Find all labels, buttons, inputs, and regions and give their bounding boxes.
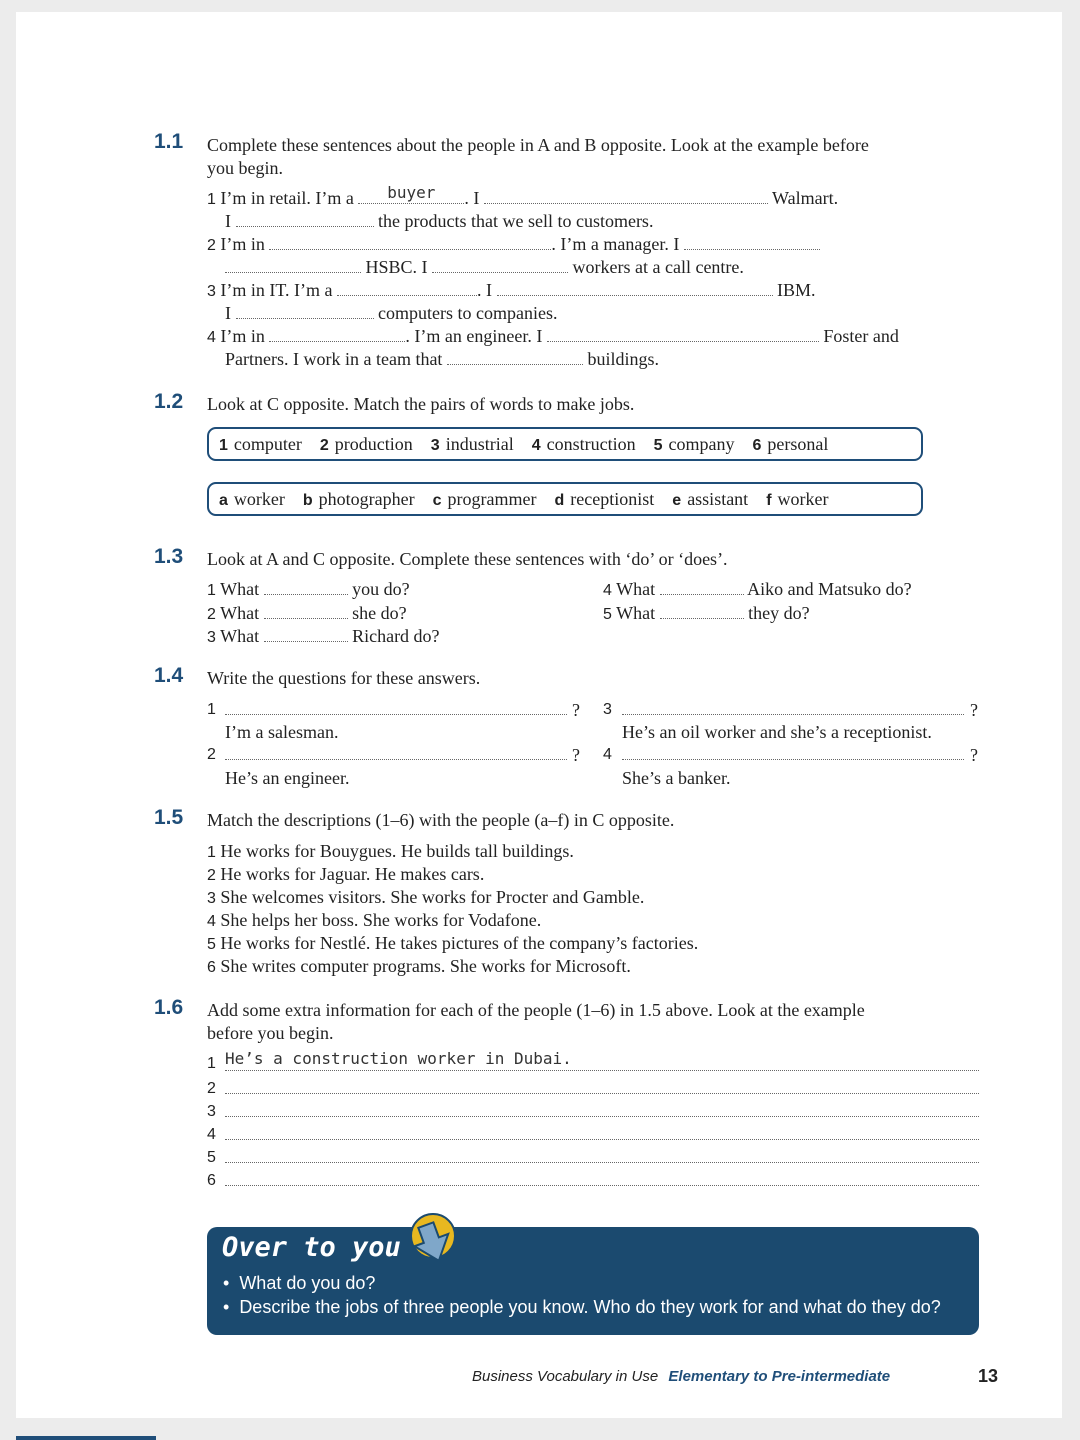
answer-blank[interactable] (264, 625, 348, 642)
answer-blank[interactable] (547, 325, 819, 342)
sentence-text: Foster and (823, 326, 899, 346)
exercise-1-1-line-8 (225, 348, 659, 370)
answer-blank[interactable] (236, 302, 374, 319)
over-bullet-1: • What do you do? (223, 1273, 375, 1294)
item-number: 1 (207, 701, 216, 718)
sentence-text: I’m in (220, 326, 265, 346)
exercise-1-1-line-7 (207, 325, 899, 349)
page-number: 13 (978, 1366, 999, 1386)
sentence-text: Partners. I work in a team that (225, 349, 443, 369)
over-to-you-title: Over to you (222, 1232, 401, 1263)
answer-line[interactable] (225, 1162, 979, 1163)
list-item: 6 She writes computer programs. She works for Microsoft. (207, 956, 631, 976)
instruction-1-5: Match the descriptions (1–6) with the people (a–f) in C opposite. (207, 810, 675, 830)
item-number: 1 (207, 1055, 216, 1072)
section-number-1-2: 1.2 (154, 390, 184, 413)
question-mark: ? (970, 700, 978, 720)
question-1-3-2: 2 What she do? (207, 603, 407, 623)
answer-line[interactable] (225, 1070, 979, 1071)
exercise-1-1-line-5 (207, 279, 816, 303)
sentence-text: Walmart. (772, 188, 839, 208)
answer-blank[interactable] (264, 602, 348, 619)
instruction-1-6-line1: Add some extra information for each of the people (1–6) in 1.5 above. Look at the example (207, 1000, 865, 1020)
question-1-3-5: 5 What they do? (603, 603, 810, 623)
handwritten-answer: buyer (387, 183, 436, 202)
sentence-text: HSBC. I (365, 257, 428, 277)
item-number: 6 (207, 1172, 216, 1189)
question-mark: ? (572, 700, 580, 720)
answer-text: He’s an engineer. (225, 768, 350, 788)
instruction-1-1-line2: you begin. (207, 158, 283, 178)
word-item: c programmer (432, 488, 537, 509)
sentence-text: the products that we sell to customers. (378, 211, 654, 231)
item-number: 1 (207, 191, 216, 208)
sentence-text: IBM. (777, 280, 816, 300)
over-bullet-2: • Describe the jobs of three people you know. Who do they work for and what do they do? (223, 1297, 941, 1318)
answer-line[interactable] (225, 1093, 979, 1094)
sentence-text: workers at a call centre. (572, 257, 744, 277)
question-mark: ? (572, 745, 580, 765)
section-number-1-3: 1.3 (154, 545, 184, 568)
item-number: 2 (207, 237, 216, 254)
word-item: d receptionist (554, 488, 655, 509)
bottom-accent-bar (16, 1436, 156, 1440)
word-item: 2 production (319, 433, 413, 454)
answer-blank[interactable] (269, 325, 405, 342)
word-item: a worker (219, 488, 285, 509)
word-item: 3 industrial (430, 433, 514, 454)
sentence-text: . I (477, 280, 493, 300)
answer-line[interactable] (622, 759, 964, 760)
exercise-1-1-line-2 (225, 210, 653, 232)
list-item: 3 She welcomes visitors. She works for Procter and Gamble. (207, 887, 645, 907)
question-1-3-1: 1 What you do? (207, 579, 410, 599)
answer-blank[interactable] (660, 602, 744, 619)
answer-blank[interactable] (660, 578, 744, 595)
book-title: Business Vocabulary in Use (472, 1368, 659, 1385)
sentence-text: . I (464, 188, 480, 208)
word-item: 4 construction (531, 433, 636, 454)
instruction-1-6-line2: before you begin. (207, 1023, 334, 1043)
item-number: 3 (603, 701, 612, 718)
answer-blank[interactable] (337, 279, 477, 296)
list-item: 4 She helps her boss. She works for Vodafone. (207, 910, 542, 930)
word-item: f worker (766, 488, 829, 509)
arrow-down-icon (402, 1212, 460, 1274)
exercise-1-1-line-1 (207, 183, 839, 211)
word-item: b photographer (302, 488, 415, 509)
exercise-1-1-line-3 (207, 233, 820, 257)
sentence-text: I’m in (220, 234, 265, 254)
item-number: 2 (207, 1080, 216, 1097)
item-number: 3 (207, 1103, 216, 1120)
sentence-text: computers to companies. (378, 303, 558, 323)
exercise-1-1-line-6 (225, 302, 557, 324)
list-item: 2 He works for Jaguar. He makes cars. (207, 864, 485, 884)
list-item: 1 He works for Bouygues. He builds tall buildings. (207, 841, 574, 861)
word-item: 6 personal (752, 433, 829, 454)
item-number: 4 (207, 329, 216, 346)
item-number: 3 (207, 283, 216, 300)
sentence-text: buildings. (587, 349, 659, 369)
answer-line[interactable] (225, 714, 567, 715)
footer (472, 1368, 890, 1385)
answer-blank[interactable] (358, 183, 464, 204)
word-box-first-words (207, 427, 923, 461)
instruction-1-2: Look at C opposite. Match the pairs of words to make jobs. (207, 394, 635, 414)
word-box-second-words (207, 482, 923, 516)
answer-blank[interactable] (497, 279, 773, 296)
sentence-text: I (225, 211, 231, 231)
answer-blank[interactable] (269, 233, 551, 250)
answer-line[interactable] (225, 1116, 979, 1117)
answer-text: She’s a banker. (622, 768, 731, 788)
answer-blank[interactable] (264, 578, 348, 595)
answer-blank[interactable] (684, 233, 820, 250)
list-item: 5 He works for Nestlé. He takes pictures of the company’s factories. (207, 933, 699, 953)
section-number-1-1: 1.1 (154, 130, 184, 153)
question-1-3-4: 4 What Aiko and Matsuko do? (603, 579, 912, 599)
answer-text: He’s an oil worker and she’s a receptionist. (622, 722, 932, 742)
answer-blank[interactable] (432, 256, 568, 273)
answer-line[interactable] (622, 714, 964, 715)
section-number-1-5: 1.5 (154, 806, 184, 829)
item-number: 4 (207, 1126, 216, 1143)
book-level: Elementary to Pre-intermediate (668, 1368, 891, 1385)
word-item: 1 computer (219, 433, 302, 454)
question-1-3-3: 3 What Richard do? (207, 626, 440, 646)
sentence-text: . I’m an engineer. I (405, 326, 543, 346)
answer-line[interactable] (225, 1139, 979, 1140)
sentence-text: I (225, 303, 231, 323)
section-number-1-4: 1.4 (154, 664, 184, 687)
answer-blank[interactable] (484, 187, 768, 204)
item-number: 2 (207, 746, 216, 763)
instruction-1-1-line1: Complete these sentences about the people in A and B opposite. Look at the example before (207, 135, 869, 155)
word-item: e assistant (672, 488, 749, 509)
section-number-1-6: 1.6 (154, 996, 184, 1019)
instruction-1-4: Write the questions for these answers. (207, 668, 481, 688)
sentence-text: . I’m a manager. I (551, 234, 680, 254)
answer-blank[interactable] (225, 256, 361, 273)
question-mark: ? (970, 745, 978, 765)
item-number: 4 (603, 746, 612, 763)
answer-line[interactable] (225, 1185, 979, 1186)
answer-text: I’m a salesman. (225, 722, 339, 742)
word-item: 5 company (653, 433, 735, 454)
answer-blank[interactable] (236, 210, 374, 227)
sentence-text: I’m in retail. I’m a (220, 188, 354, 208)
exercise-1-1-line-4 (225, 256, 744, 278)
item-number: 5 (207, 1149, 216, 1166)
answer-blank[interactable] (447, 348, 583, 365)
instruction-1-3: Look at A and C opposite. Complete these sentences with ‘do’ or ‘does’. (207, 549, 728, 569)
handwritten-example: He’s a construction worker in Dubai. (225, 1049, 572, 1068)
answer-line[interactable] (225, 759, 567, 760)
sentence-text: I’m in IT. I’m a (220, 280, 333, 300)
